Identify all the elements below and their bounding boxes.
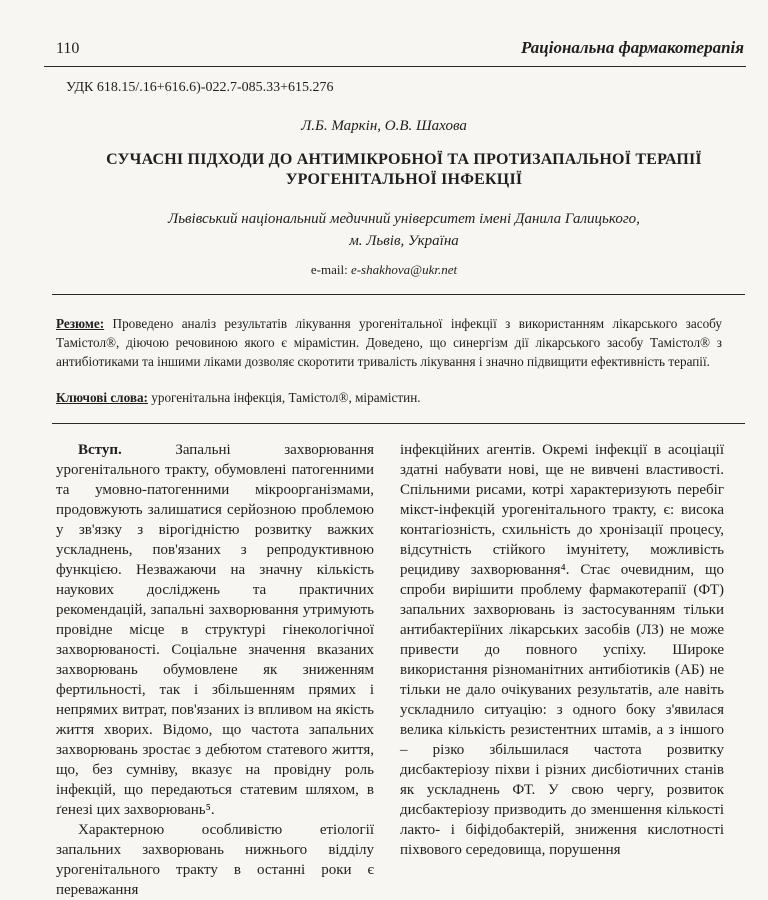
keywords-label: Ключові слова: xyxy=(56,390,148,405)
right-column xyxy=(400,440,724,860)
journal-title: Раціональна фармакотерапія xyxy=(521,38,744,57)
page-number: 110 xyxy=(56,40,80,57)
abstract xyxy=(56,314,722,371)
affiliation-line-2: м. Львів, Україна xyxy=(349,233,459,249)
header-divider xyxy=(44,66,746,67)
abstract-text: Проведено аналіз результатів лікування урогенітальної інфекції з використанням лікарського засобу Тамістол®, діючою речовиною якого є мірамістин. Доведено, що синергізм дії лікарського засобу Тамістол® з антибіотиками та іншими ліками дозволяє скоротити тривалість лікування і значно підвищити ефективність терапії. xyxy=(56,316,722,369)
abstract-label: Резюме: xyxy=(56,316,105,331)
intro-paragraph xyxy=(56,440,374,820)
intro-lead: Вступ. xyxy=(78,442,122,458)
intro-text: Запальні захворювання урогенітального тракту, обумовлені патогенними та умовно-патогенними мікроорганізмами, продовжують залишатися серйозною проблемою у зв'язку з вірогідністю розвитку важких ускладнень, пов'язаних з репродуктивною функцією. Незважаючи на значну кількість наукових досліджень та практичних рекомендацій, запальні захворювання утримують провідне місце в структурі гінекологічної захворюваності. Соціальне значення вказаних захворювань обумовлене як зниженням фертильності, так і збільшенням прямих і непрямих витрат, пов'язаних із впливом на якість життя хворих. Відомо, що частота запальних захворювань зростає з дебютом статевого життя, що, без сумніву, вказує на провідну роль інфекцій, що передаються статевим шляхом, в ґенезі цих захворювань⁵. xyxy=(56,442,374,818)
udk-code: УДК 618.15/.16+616.6)-022.7-085.33+615.276 xyxy=(66,80,334,95)
left-column xyxy=(56,440,374,900)
email-line xyxy=(0,262,768,278)
affiliation xyxy=(40,208,768,252)
keywords xyxy=(56,390,722,406)
right-column-text: інфекційних агентів. Окремі інфекції в асоціації здатні набувати нові, ще не вивчені властивості. Спільними рисами, котрі характеризують перебіг мікст-інфекцій урогенітального тракту, є: висока контагіозність, схильність до хронізації процесу, відсутність стійкого імунітету, можливість рецидиву захворювання⁴. Стає очевидним, що спроби вирішити проблему фармакотерапії (ФТ) запальних захворювань із застосуванням тільки антибактеріїних лікарських засобів (ЛЗ) не може привести до повного успіху. Широке використання різноманітних антибіотиків (АБ) не тільки не дало очікуваних результатів, але навіть ускладнило ситуацію: з одного боку з'явилася велика кількість резистентних штамів, а з іншого – різко збільшилася частота розвитку дисбактеріозу піхви і різних дисбіотичних станів як ускладнень ФТ. У свою чергу, розвиток дисбактеріозу призводить до зменшення кількості лакто- і біфідобактерій, зниження кислотності піхвового середовища, порушення xyxy=(400,442,724,858)
email-address: e-shakhova@ukr.net xyxy=(350,262,458,277)
email-label: e-mail: xyxy=(310,262,351,277)
keywords-text: урогенітальна інфекція, Тамістол®, мірамістин. xyxy=(147,390,421,405)
article-title: СУЧАСНІ ПІДХОДИ ДО АНТИМІКРОБНОЇ ТА ПРОТИЗАПАЛЬНОЇ ТЕРАПІЇ УРОГЕНІТАЛЬНОЇ ІНФЕКЦІЇ xyxy=(106,151,702,188)
second-paragraph: Характерною особливістю етіології запальних захворювань нижнього відділу урогенітального тракту в останні роки є переважання xyxy=(56,822,374,898)
affiliation-line-1: Львівський національний медичний університет імені Данила Галицького, xyxy=(168,211,640,227)
authors: Л.Б. Маркін, О.В. Шахова xyxy=(301,118,467,134)
